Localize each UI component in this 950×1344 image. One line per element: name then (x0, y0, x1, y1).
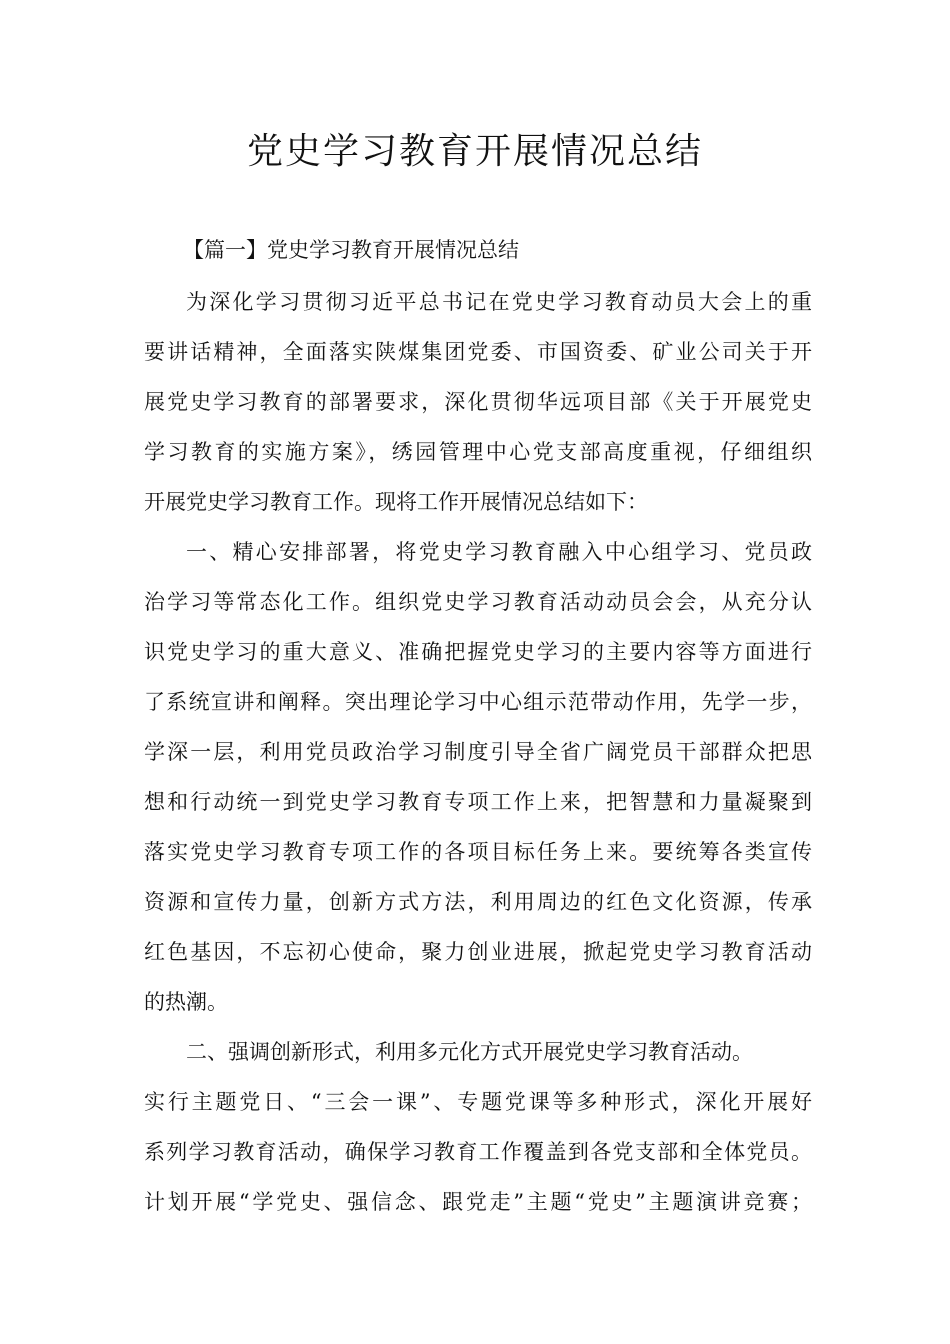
paragraph-line: 开展党史学习教育工作。现将工作开展情况总结如下： (144, 490, 648, 514)
paragraph-line: 系列学习教育活动，确保学习教育工作覆盖到各党支部和全体党员。 (144, 1140, 812, 1164)
paragraph-line: 想和行动统一到党史学习教育专项工作上来，把智慧和力量凝聚到 (144, 790, 812, 814)
paragraph-line: 为深化学习贯彻习近平总书记在党史学习教育动员大会上的重 (186, 290, 812, 314)
paragraph-line: 的热潮。 (144, 990, 228, 1014)
paragraph-line: 学习教育的实施方案》，绣园管理中心党支部高度重视，仔细组织 (144, 440, 812, 464)
paragraph-line: 识党史学习的重大意义、准确把握党史学习的主要内容等方面进行 (144, 640, 812, 664)
paragraph-line: 二、强调创新形式，利用多元化方式开展党史学习教育活动。 (186, 1040, 753, 1064)
paragraph-line: 学深一层，利用党员政治学习制度引导全省广阔党员干部群众把思 (144, 740, 812, 764)
paragraph-line: 一、精心安排部署，将党史学习教育融入中心组学习、党员政 (186, 540, 812, 564)
paragraph-line: 展党史学习教育的部署要求，深化贯彻华远项目部《关于开展党史 (144, 390, 812, 414)
paragraph-line: 要讲话精神，全面落实陕煤集团党委、市国资委、矿业公司关于开 (144, 340, 812, 364)
paragraph-line: 资源和宣传力量，创新方式方法，利用周边的红色文化资源，传承 (144, 890, 812, 914)
paragraph-line: 红色基因，不忘初心使命，聚力创业进展，掀起党史学习教育活动 (144, 940, 812, 964)
paragraph-line: 落实党史学习教育专项工作的各项目标任务上来。要统筹各类宣传 (144, 840, 812, 864)
document-title: 党史学习教育开展情况总结 (246, 131, 703, 172)
section-heading: 【篇一】党史学习教育开展情况总结 (183, 238, 519, 262)
document-body (144, 282, 812, 1232)
paragraph-line: 计划开展“学党史、强信念、跟党走”主题“党史”主题演讲竞赛； (144, 1190, 812, 1214)
paragraph-line: 治学习等常态化工作。组织党史学习教育活动动员会会，从充分认 (144, 590, 812, 614)
paragraph-line: 实行主题党日、“三会一课”、专题党课等多种形式，深化开展好 (144, 1090, 812, 1114)
paragraph-line: 了系统宣讲和阐释。突出理论学习中心组示范带动作用，先学一步， (144, 690, 812, 714)
